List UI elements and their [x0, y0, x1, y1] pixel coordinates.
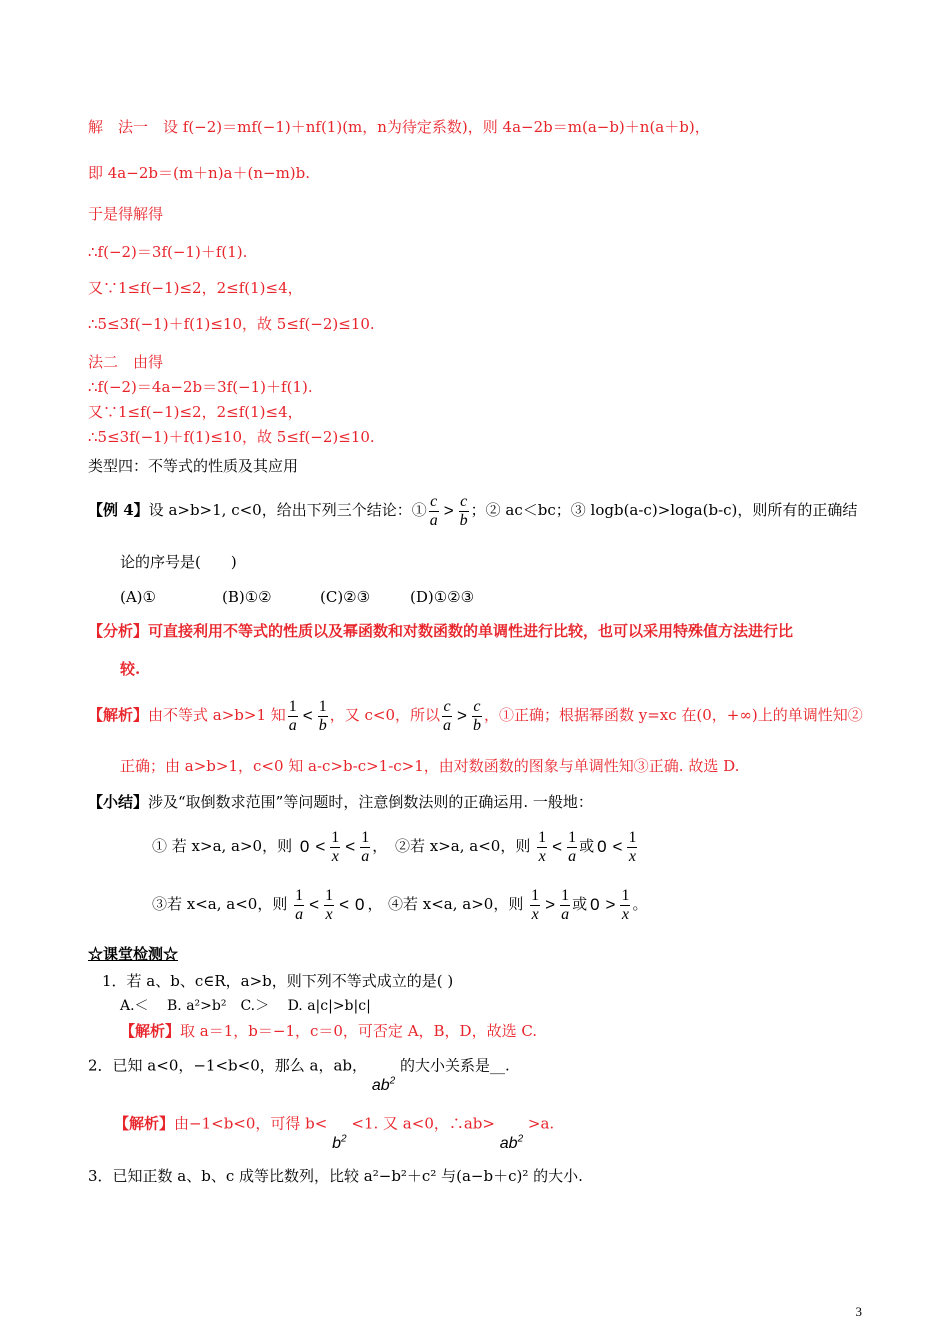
- example4-line2: 论的序号是( ): [120, 553, 237, 571]
- check-title: ☆课堂检测☆: [88, 945, 179, 963]
- q2-end: 的大小关系是__.: [399, 1056, 510, 1075]
- check-q2-answer: [114, 1110, 555, 1153]
- sol1-line2: 即 4a−2b＝(m＋n)a＋(n−m)b.: [88, 164, 311, 182]
- rule4-text: ④若 x<a, a>0，则: [388, 895, 524, 913]
- check-q2: [88, 1052, 510, 1095]
- jiexi-line2: 正确；由 a>b>1，c<0 知 a-c>b-c>1-c>1，由对数函数的图象与单调性知③正确. 故选 D.: [120, 757, 740, 775]
- example4-pre: 设 a>b>1, c<0，给出下列三个结论：①: [148, 501, 427, 519]
- fraction-1-over-x: $\frac{1}{x}$: [325, 886, 334, 923]
- check-q1: 1．若 a、b、c∈R，a>b，则下列不等式成立的是( ): [102, 972, 454, 990]
- q2-answer-tag: 【解析】: [114, 1114, 175, 1133]
- summary-line: [88, 792, 593, 812]
- analysis-tag: 【分析】: [88, 622, 149, 640]
- fraction-c-over-a: $\frac{c}{a}$: [429, 492, 438, 529]
- ab-squared-2: $ab^2$: [499, 1134, 524, 1153]
- q2-answer-2: <1. 又 a<0，∴ab>: [351, 1114, 495, 1133]
- b-squared: $b^2$: [332, 1134, 347, 1153]
- analysis-line2: 较.: [120, 660, 141, 678]
- fraction-1-over-x: $\frac{1}{x}$: [531, 886, 540, 923]
- fraction-1-over-x: $\frac{1}{x}$: [538, 828, 547, 865]
- rule3-text: ③若 x<a, a<0，则: [152, 895, 288, 913]
- jiexi-t3: ，①正确；根据幂函数 y=xc 在(0，+∞)上的单调性知②: [483, 706, 863, 724]
- or-text: 或: [579, 837, 595, 855]
- sol1-line4: ∴f(−2)＝3f(−1)＋f(1).: [88, 243, 248, 261]
- check-q1-answer: [120, 1021, 537, 1041]
- sol1-line3: 于是得解得: [88, 205, 164, 223]
- example4-line1: 【例 4】设 a>b>1, c<0，给出下列三个结论：① $\frac{c}{a}$ > $\frac{c}{b}$ ；② ac＜bc；③ logb(a-c)>loga(b-c)，则所有的正确结: [88, 492, 858, 529]
- q2-text: 2．已知 a<0，−1<b<0，那么 a，ab，: [88, 1056, 368, 1075]
- fraction-1-over-x: $\frac{1}{x}$: [628, 828, 637, 865]
- fraction-1-over-a: $\frac{1}{a}$: [568, 828, 577, 865]
- example4-option-a: (A)①: [120, 588, 156, 606]
- fraction-1-over-a: $\frac{1}{a}$: [295, 886, 304, 923]
- rule2-text: ②若 x>a, a<0，则: [395, 837, 531, 855]
- summary-rule-2: ②若 x>a, a<0，则 $\frac{1}{x}$ < $\frac{1}{a}$ 或 0 < $\frac{1}{x}$: [395, 828, 637, 865]
- example4-option-b: (B)①②: [222, 588, 272, 606]
- summary-tag: 【小结】: [88, 793, 149, 811]
- fraction-1-over-x: $\frac{1}{x}$: [331, 828, 340, 865]
- example4-option-d: (D)①②③: [410, 588, 475, 606]
- summary-rule-4: ④若 x<a, a>0，则 $\frac{1}{x}$ > $\frac{1}{a}$ 或 0 > $\frac{1}{x}$ 。: [388, 886, 648, 923]
- sol1-line5: 又∵1≤f(−1)≤2，2≤f(1)≤4，: [88, 279, 303, 297]
- ab-squared: $ab^2$: [371, 1076, 396, 1095]
- fraction-c-over-a-2: $\frac{c}{a}$: [443, 697, 452, 734]
- analysis-text: 可直接利用不等式的性质以及幂函数和对数函数的单调性进行比较，也可以采用特殊值方法进行比: [148, 622, 794, 640]
- example4-tag: 【例 4】: [88, 501, 149, 519]
- q1-answer-tag: 【解析】: [120, 1022, 181, 1040]
- jiexi-t1: 由不等式 a>b>1 知: [148, 706, 286, 724]
- sol2-line1: 法二 由得: [88, 353, 164, 371]
- fraction-1-over-a: $\frac{1}{a}$: [288, 697, 297, 734]
- fraction-c-over-b-2: $\frac{c}{b}$: [472, 697, 481, 734]
- jiexi-tag: 【解析】: [88, 706, 149, 724]
- summary-rule-3: ③若 x<a, a<0，则 $\frac{1}{a}$ < $\frac{1}{x}$ < 0 ，: [152, 886, 383, 923]
- fraction-c-over-b: $\frac{c}{b}$: [459, 492, 468, 529]
- type4-heading: 类型四：不等式的性质及其应用: [88, 457, 299, 475]
- sol2-line3: 又∵1≤f(−1)≤2，2≤f(1)≤4，: [88, 403, 303, 421]
- q2-answer-1: 由−1<b<0，可得 b<: [174, 1114, 328, 1133]
- fraction-1-over-a: $\frac{1}{a}$: [561, 886, 570, 923]
- summary-text: 涉及“取倒数求范围”等问题时，注意倒数法则的正确运用. 一般地：: [148, 793, 593, 811]
- sol1-line1: 解 法一 设 f(−2)＝mf(−1)＋nf(1)(m，n为待定系数)，则 4a−2b＝m(a−b)＋n(a＋b)，: [88, 118, 710, 136]
- example4-option-c: (C)②③: [320, 588, 371, 606]
- sol2-line4: ∴5≤3f(−1)＋f(1)≤10，故 5≤f(−2)≤10.: [88, 428, 375, 446]
- check-q3: 3．已知正数 a、b、c 成等比数列，比较 a²−b²＋c² 与(a−b＋c)² 的大小.: [88, 1167, 583, 1185]
- q2-answer-3: >a.: [527, 1114, 555, 1133]
- example4-mid: ；② ac＜bc；③ logb(a-c)>loga(b-c)，则所有的正确结: [470, 501, 858, 519]
- q1-answer-text: 取 a＝1，b＝−1，c＝0，可否定 A，B，D，故选 C.: [180, 1022, 538, 1040]
- check-q1-options: A.＜ B. a²>b² C.＞ D. a|c|>b|c|: [120, 998, 371, 1014]
- page-number: 3: [855, 1304, 862, 1319]
- fraction-1-over-b: $\frac{1}{b}$: [318, 697, 327, 734]
- fraction-1-over-a: $\frac{1}{a}$: [361, 828, 370, 865]
- jiexi-line1: 【解析】由不等式 a>b>1 知 $\frac{1}{a}$ < $\frac{1}{b}$ ，又 c<0，所以 $\frac{c}{a}$ > $\frac{c}{b}$ ，①正确；根据幂函数 y=xc 在(0，+∞)上的单调性知②: [88, 697, 863, 734]
- or-text: 或: [572, 895, 588, 913]
- jiexi-t2: ，又 c<0，所以: [329, 706, 441, 724]
- rule1-text: ① 若 x>a, a>0，则: [152, 837, 293, 855]
- end-mark: 。: [632, 895, 648, 913]
- analysis-line1: [88, 621, 793, 641]
- summary-rule-1: ① 若 x>a, a>0，则 0 < $\frac{1}{x}$ < $\frac{1}{a}$ ，: [152, 828, 388, 865]
- sol1-line6: ∴5≤3f(−1)＋f(1)≤10，故 5≤f(−2)≤10.: [88, 315, 375, 333]
- sol2-line2: ∴f(−2)＝4a−2b＝3f(−1)＋f(1).: [88, 378, 313, 396]
- fraction-1-over-x: $\frac{1}{x}$: [621, 886, 630, 923]
